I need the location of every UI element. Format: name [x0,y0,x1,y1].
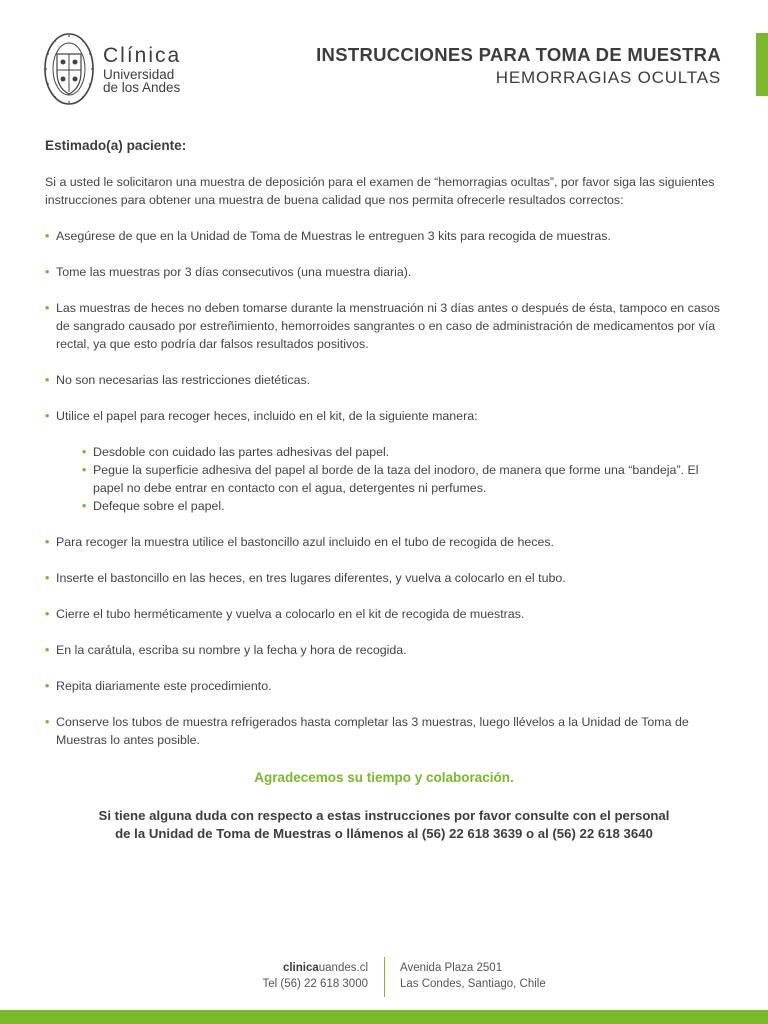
list-item-text: Las muestras de heces no deben tomarse durante la menstruación ni 3 días antes o después de ésta, tampoco en casos de sangrado causado por estreñimiento, hemorroides sangrantes o en caso de administración de medicamentos por vía rectal, ya que esto podría dar falsos resultados positivos. [56,301,720,351]
list-item-text: Cierre el tubo herméticamente y vuelva a colocarlo en el kit de recogida de muestras. [56,607,525,621]
logo-sub-line2: de los Andes [103,79,181,95]
instruction-list [45,227,723,749]
bullet-icon: • [45,643,50,657]
list-item-text: Para recoger la muestra utilice el bastoncillo azul incluido en el tubo de recogida de heces. [56,535,554,549]
contact-line-1: Si tiene alguna duda con respecto a estas instrucciones por favor consulte con el personal [98,808,670,823]
list-item-text: Repita diariamente este procedimiento. [56,679,272,693]
list-item [45,407,723,515]
bullet-icon: • [45,715,50,729]
sub-list-item [82,443,723,461]
address-line-2: Las Condes, Santiago, Chile [400,978,546,990]
clinic-logo [43,32,181,106]
list-item [45,371,723,389]
contact-line-2: de la Unidad de Toma de Muestras o llámenos al (56) 22 618 3639 o al (56) 22 618 3640 [115,826,653,841]
list-item [45,713,723,749]
bullet-icon: • [45,229,50,243]
bullet-icon: • [45,301,50,315]
website-link[interactable] [263,960,369,976]
bullet-icon: • [45,373,50,387]
document-subtitle: HEMORRAGIAS OCULTAS [495,68,721,87]
list-item [45,569,723,587]
sub-instruction-list [82,443,723,515]
list-item [45,299,723,353]
footer-divider [384,957,385,997]
document-title: INSTRUCCIONES PARA TOMA DE MUESTRA [316,44,721,65]
list-item-text: Inserte el bastoncillo en las heces, en tres lugares diferentes, y vuelva a colocarlo en el tubo. [56,571,566,585]
instructions-body [45,137,723,767]
footer-contact [263,960,369,992]
list-item [45,641,723,659]
contact-message [0,807,768,843]
website-bold: clinica [282,962,319,974]
list-item-text: Tome las muestras por 3 días consecutivos (una muestra diaria). [56,265,412,279]
document-header [316,44,721,88]
bullet-icon: • [45,535,50,549]
sub-list-item-text: Defeque sobre el papel. [93,499,225,513]
list-item-text: En la carátula, escriba su nombre y la fecha y hora de recogida. [56,643,407,657]
intro-paragraph: Si a usted le solicitaron una muestra de deposición para el examen de “hemorragias ocultas”, por favor siga las siguientes instrucciones para obtener una muestra de buena calidad que nos permita ofrecerle resultados correctos: [45,175,715,207]
bullet-icon: • [45,571,50,585]
list-item [45,533,723,551]
bullet-icon: • [82,463,87,477]
list-item-text: Asegúrese de que en la Unidad de Toma de Muestras le entreguen 3 kits para recogida de muestras. [56,229,611,243]
logo-sub-line1: Universidad [103,66,175,82]
list-item-text: Conserve los tubos de muestra refrigerados hasta completar las 3 muestras, luego llévelos a la Unidad de Toma de Muestras lo antes posible. [56,715,689,747]
sub-list-item [82,497,723,515]
sub-list-item [82,461,723,497]
university-seal-icon [43,32,95,106]
greeting: Estimado(a) paciente: [45,138,187,153]
bullet-icon: • [45,409,50,423]
bullet-icon: • [82,445,87,459]
bullet-icon: • [82,499,87,513]
list-item [45,227,723,245]
sub-list-item-text: Desdoble con cuidado las partes adhesivas del papel. [93,445,390,459]
address-line-1: Avenida Plaza 2501 [400,962,503,974]
bullet-icon: • [45,679,50,693]
thanks-message: Agradecemos su tiempo y colaboración. [254,770,514,785]
list-item [45,677,723,695]
accent-bar [756,33,768,96]
logo-name: Clínica [103,43,182,67]
footer-phone: Tel (56) 22 618 3000 [262,978,368,990]
list-item [45,263,723,281]
bullet-icon: • [45,265,50,279]
list-item-text: Utilice el papel para recoger heces, incluido en el kit, de la siguiente manera: [56,409,478,423]
footer-address [400,960,546,992]
website-rest: uandes.cl [318,962,368,974]
list-item [45,605,723,623]
bottom-accent-bar [0,1010,768,1024]
bullet-icon: • [45,607,50,621]
sub-list-item-text: Pegue la superficie adhesiva del papel al borde de la taza del inodoro, de manera que forme una “bandeja”. El papel no debe entrar en contacto con el agua, detergentes ni perfumes. [93,463,699,495]
list-item-text: No son necesarias las restricciones dietéticas. [56,373,311,387]
